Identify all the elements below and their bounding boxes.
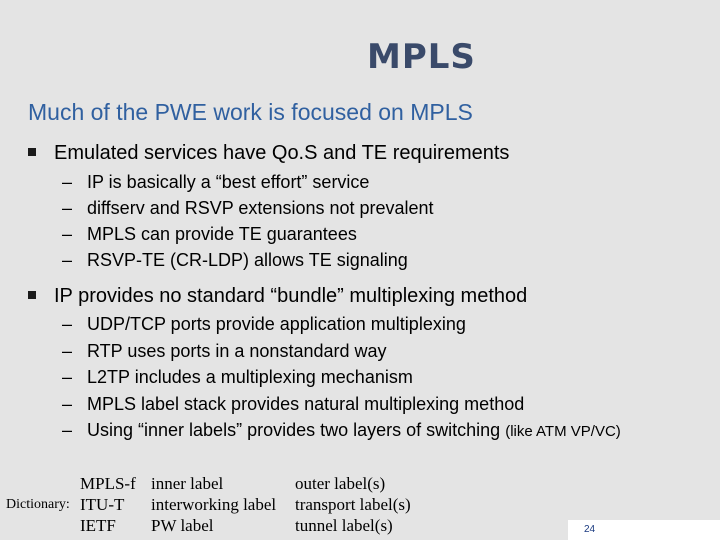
sub-bullet-text: RTP uses ports in a nonstandard way (87, 341, 387, 361)
slide-title: MPLS (367, 37, 476, 77)
page-number: 24 (584, 524, 596, 535)
dash-icon: – (62, 224, 73, 244)
square-bullet-icon (28, 148, 36, 156)
slide-subtitle: Much of the PWE work is focused on MPLS (28, 99, 473, 125)
sub-bullet-suffix: (like ATM VP/VC) (505, 423, 621, 440)
dash-icon: – (62, 198, 73, 218)
sub-bullet-text: IP is basically a “best effort” service (87, 172, 370, 192)
dictionary-cell: ITU-T (80, 495, 125, 514)
sub-bullet-line (87, 420, 621, 441)
bullet-text: IP provides no standard “bundle” multiplexing method (54, 285, 528, 307)
dictionary-cell: outer label(s) (295, 474, 386, 493)
dash-icon: – (62, 314, 73, 334)
sub-bullet-text: UDP/TCP ports provide application multiplexing (87, 314, 466, 334)
bullet-text: Emulated services have Qo.S and TE requirements (54, 142, 510, 164)
sub-bullet-text: L2TP includes a multiplexing mechanism (87, 367, 413, 387)
dictionary-cell: tunnel label(s) (295, 516, 393, 535)
dictionary-cell: inner label (151, 474, 224, 493)
dash-icon: – (62, 172, 73, 192)
dash-icon: – (62, 394, 73, 414)
dash-icon: – (62, 367, 73, 387)
dash-icon: – (62, 341, 73, 361)
dictionary-cell: MPLS-f (80, 474, 136, 493)
sub-bullet-text: Using “inner labels” provides two layers of switching (87, 420, 501, 440)
dash-icon: – (62, 250, 73, 270)
square-bullet-icon (28, 291, 36, 299)
dictionary-cell: PW label (151, 516, 214, 535)
sub-bullet-text: diffserv and RSVP extensions not prevalent (87, 198, 434, 218)
dash-icon: – (62, 420, 73, 440)
dictionary-cell: transport label(s) (295, 495, 411, 514)
dictionary-label: Dictionary: (6, 497, 70, 512)
sub-bullet-text: RSVP-TE (CR-LDP) allows TE signaling (87, 250, 408, 270)
dictionary-cell: IETF (80, 516, 116, 535)
dictionary-cell: interworking label (151, 495, 277, 514)
sub-bullet-text: MPLS label stack provides natural multiplexing method (87, 394, 525, 414)
sub-bullet-text: MPLS can provide TE guarantees (87, 224, 357, 244)
